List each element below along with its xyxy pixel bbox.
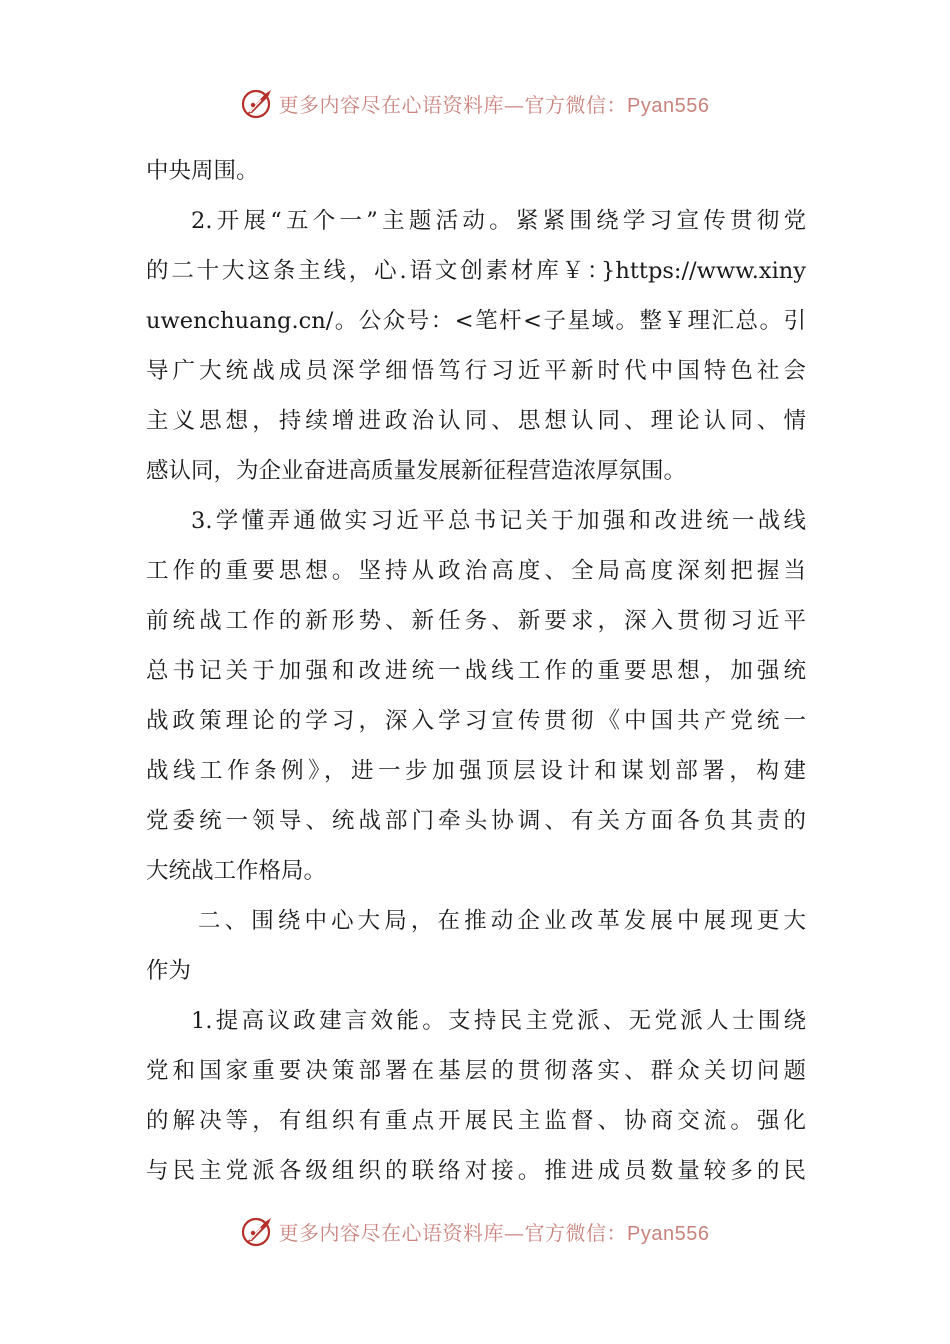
footer-banner-text xyxy=(279,1217,710,1246)
section-heading: 二、围绕中心大局，在推动企业改革发展中展现更大 xyxy=(198,908,806,934)
footer-banner xyxy=(0,1211,950,1251)
text-line: 党和国家重要决策部署在基层的贯彻落实、群众关切问题 xyxy=(146,1058,806,1084)
text-line: uwenchuang.cn/。公众号：<笔杆<子星域。整￥理汇总。引 xyxy=(146,308,806,334)
text-line: 总书记关于加强和改进统一战线工作的重要思想，加强统 xyxy=(146,658,806,684)
text-line: 导广大统战成员深学细悟笃行习近平新时代中国特色社会 xyxy=(146,358,806,384)
text-line: 2.开展“五个一”主题活动。紧紧围绕学习宣传贯彻党 xyxy=(191,208,806,234)
text-line: 1.提高议政建言效能。支持民主党派、无党派人士围绕 xyxy=(191,1008,806,1034)
section-heading-continuation: 作为 xyxy=(146,958,192,984)
text-line: 3.学懂弄通做实习近平总书记关于加强和改进统一战线 xyxy=(191,508,806,534)
text-line: 的二十大这条主线，心.语文创素材库￥：}https://www.xiny xyxy=(146,258,806,284)
text-line: 工作的重要思想。坚持从政治高度、全局高度深刻把握当 xyxy=(146,558,806,584)
header-banner-wechat-id: Pyan556 xyxy=(627,94,710,117)
header-banner-text xyxy=(279,89,710,118)
header-banner-label: 更多内容尽在心语资料库—官方微信： xyxy=(278,92,628,117)
footer-banner-label: 更多内容尽在心语资料库—官方微信： xyxy=(278,1220,628,1245)
text-line: 战线工作条例》，进一步加强顶层设计和谋划部署，构建 xyxy=(146,758,806,784)
quill-logo-icon xyxy=(241,1214,275,1248)
quill-logo-icon xyxy=(241,86,275,120)
text-line: 的解决等，有组织有重点开展民主监督、协商交流。强化 xyxy=(146,1108,806,1134)
text-line: 战政策理论的学习，深入学习宣传贯彻《中国共产党统一 xyxy=(146,708,806,734)
text-line: 前统战工作的新形势、新任务、新要求，深入贯彻习近平 xyxy=(146,608,806,634)
text-line: 党委统一领导、统战部门牵头协调、有关方面各负其责的 xyxy=(146,808,806,834)
footer-banner-wechat-id: Pyan556 xyxy=(627,1222,710,1245)
document-body xyxy=(146,146,806,1196)
header-banner xyxy=(0,83,950,123)
text-line: 与民主党派各级组织的联络对接。推进成员数量较多的民 xyxy=(146,1158,806,1184)
text-line: 感认同，为企业奋进高质量发展新征程营造浓厚氛围。 xyxy=(146,458,687,484)
text-line: 中央周围。 xyxy=(146,158,259,184)
text-line: 大统战工作格局。 xyxy=(146,858,327,884)
text-line: 主义思想，持续增进政治认同、思想认同、理论认同、情 xyxy=(146,408,806,434)
